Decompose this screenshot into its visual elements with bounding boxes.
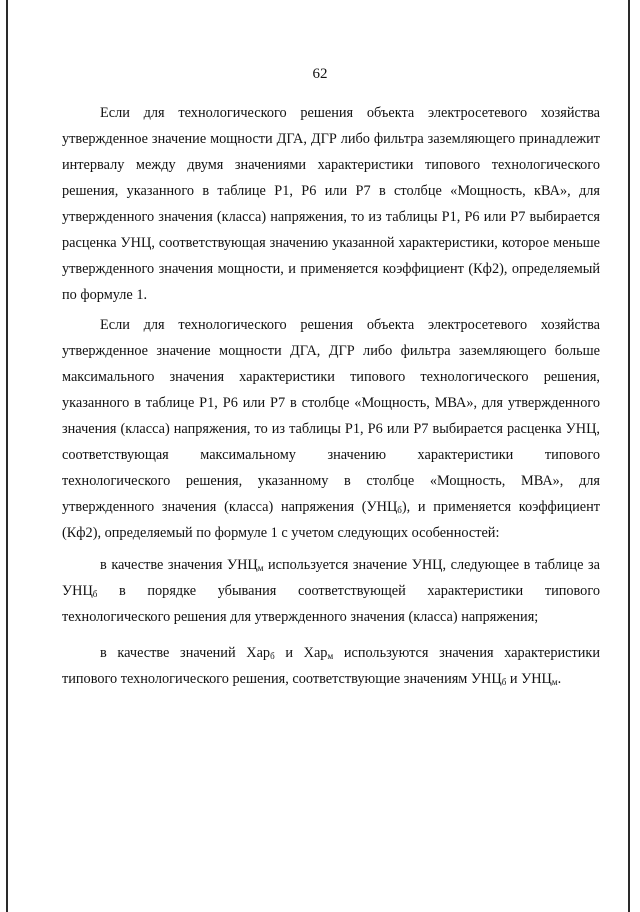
- scan-border-right: [628, 0, 630, 912]
- list-item-1-text-c: в порядке убывания соответствующей характеристики типового технологического решения для утвержденного значения (класса) напряжения;: [62, 583, 600, 625]
- paragraph-2: [62, 312, 600, 546]
- scan-border-left: [6, 0, 8, 912]
- list-item-1-text-b: используется значение УНЦ, следующее в таблице за УНЦ: [62, 557, 600, 599]
- subscript: б: [397, 505, 402, 515]
- list-item-2-text-a: в качестве значений Хар: [100, 645, 271, 661]
- subscript: м: [257, 563, 264, 573]
- paragraph-2-text-b: ), и применяется коэффициент (Кф2), определяемый по формуле 1 с учетом следующих особенностей:: [62, 499, 600, 541]
- list-item-1-text-a: в качестве значения УНЦ: [100, 557, 258, 573]
- subscript: б: [270, 651, 275, 661]
- list-item-2-text-d: и УНЦ: [506, 671, 552, 687]
- list-item-2: [62, 640, 600, 692]
- subscript: м: [327, 651, 334, 661]
- paragraph-2-text-a: Если для технологического решения объекта электросетевого хозяйства утвержденное значение мощности ДГА, ДГР либо фильтра заземляющего больше максимального значения характеристики типового технологического решения, указанного в таблице Р1, Р6 или Р7 в столбце «Мощность, МВА», для утвержденного значения (класса) напряжения, то из таблицы Р1, Р6 или Р7 выбирается расценка УНЦ, соответствующая максимальному значению характеристики типового технологического решения, указанному в столбце «Мощность, МВА», для утвержденного значения (класса) напряжения (УНЦ: [62, 317, 600, 515]
- list-item-1: [62, 552, 600, 630]
- document-body: [62, 100, 600, 698]
- subscript: б: [92, 589, 98, 599]
- list-item-2-text-e: .: [557, 671, 562, 687]
- list-item-2-text-b: и Хар: [274, 645, 328, 661]
- page-number: 62: [312, 66, 328, 82]
- subscript: м: [551, 677, 558, 687]
- list-item-2-text-c: используются значения характеристики типового технологического решения, соответствующие значениям УНЦ: [62, 645, 600, 687]
- subscript: б: [501, 677, 507, 687]
- paragraph-1: Если для технологического решения объекта электросетевого хозяйства утвержденное значение мощности ДГА, ДГР либо фильтра заземляющего принадлежит интервалу между двумя значениями характеристики типового технологического решения, указанного в таблице Р1, Р6 или Р7 в столбце «Мощность, кВА», для утвержденного значения (класса) напряжения, то из таблицы Р1, Р6 или Р7 выбирается расценка УНЦ, соответствующая значению указанной характеристики, которое меньше утвержденного значения мощности, и применяется коэффициент (Кф2), определяемый по формуле 1.: [62, 105, 600, 303]
